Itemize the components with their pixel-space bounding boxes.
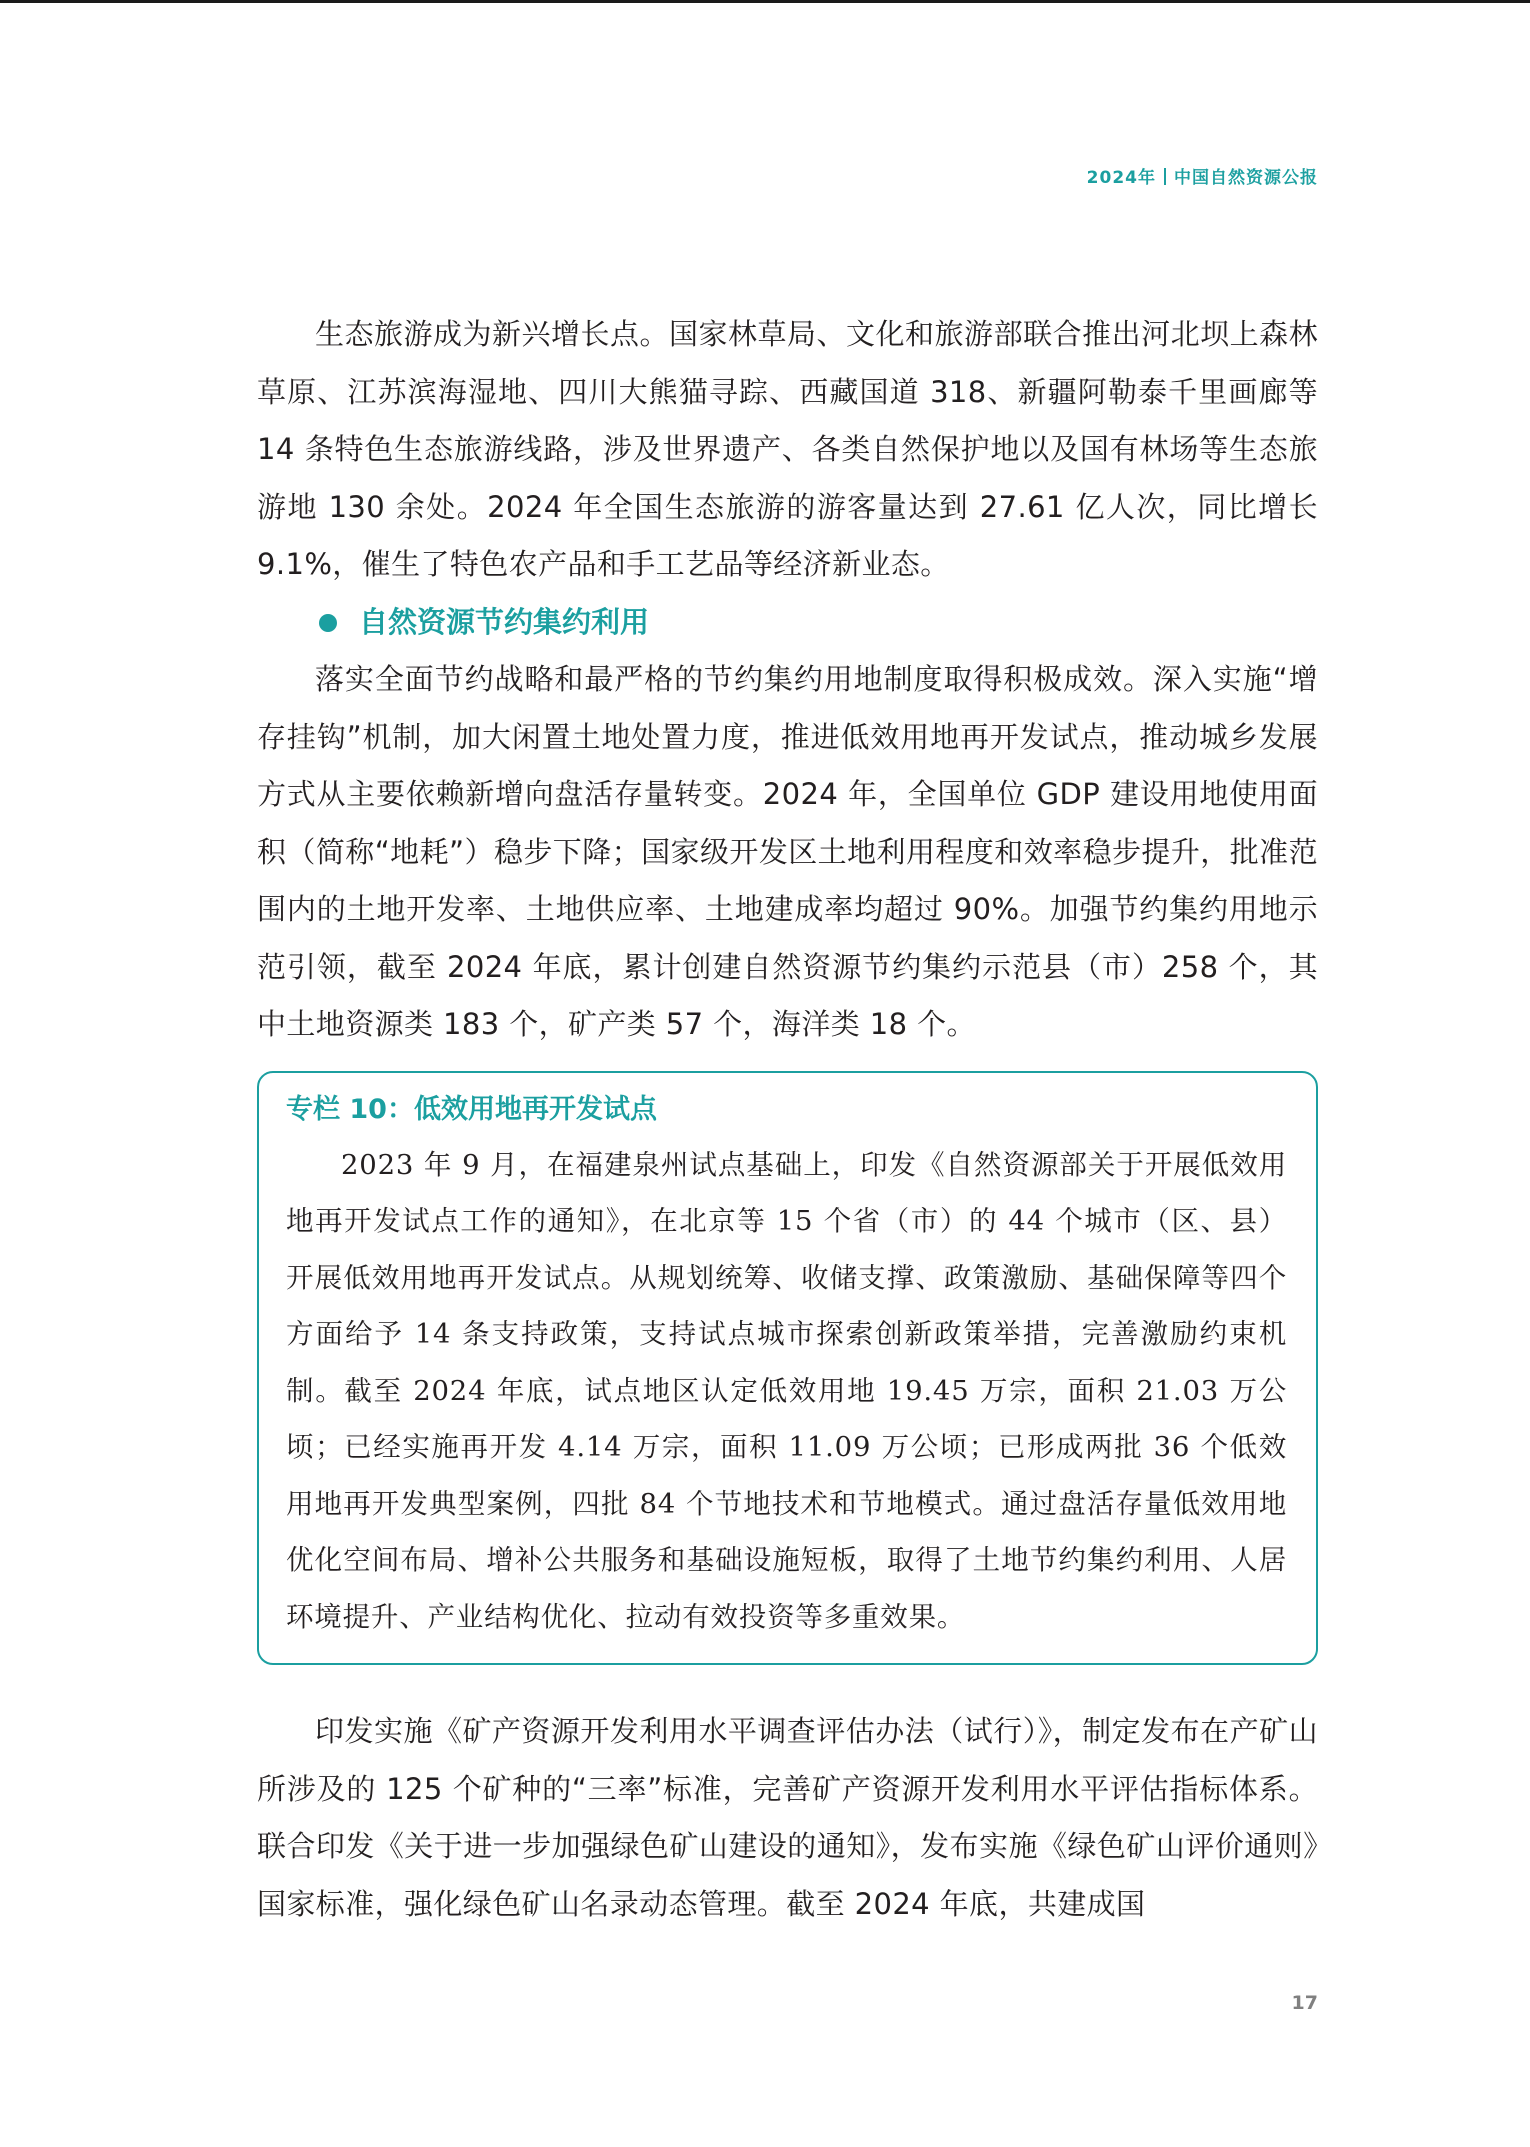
- section-heading: [257, 594, 1318, 652]
- running-header: [1087, 163, 1318, 188]
- bullet-icon: [319, 614, 337, 632]
- paragraph-eco-tourism: 生态旅游成为新兴增长点。国家林草局、文化和旅游部联合推出河北坝上森林草原、江苏滨海湿地、四川大熊猫寻踪、西藏国道 318、新疆阿勒泰千里画廊等 14 条特色生态旅游线路，涉及世界遗产、各类自然保护地以及国有林场等生态旅游地 130 余处。2024 年全国生态旅游的游客量达到 27.61 亿人次，同比增长 9.1%，催生了特色农产品和手工艺品等经济新业态。: [257, 317, 1318, 581]
- box-title: 专栏 10：低效用地再开发试点: [286, 1093, 657, 1125]
- page-content: [257, 306, 1318, 1933]
- header-publication: 中国自然资源公报: [1174, 168, 1318, 188]
- paragraph-land-saving: 落实全面节约战略和最严格的节约集约用地制度取得积极成效。深入实施“增存挂钩”机制，加大闲置土地处置力度，推进低效用地再开发试点，推动城乡发展方式从主要依赖新增向盘活存量转变。2024 年，全国单位 GDP 建设用地使用面积（简称“地耗”）稳步下降；国家级开发区土地利用程度和效率稳步提升，批准范围内的土地开发率、土地供应率、土地建成率均超过 90%。加强节约集约用地示范引领，截至 2024 年底，累计创建自然资源节约集约示范县（市）258 个，其中土地资源类 183 个，矿产类 57 个，海洋类 18 个。: [257, 662, 1318, 1041]
- header-separator: [1164, 168, 1166, 185]
- top-rule: [0, 0, 1530, 3]
- header-year: 2024年: [1086, 168, 1156, 188]
- box-text: 2023 年 9 月，在福建泉州试点基础上，印发《自然资源部关于开展低效用地再开发试点工作的通知》，在北京等 15 个省（市）的 44 个城市（区、县）开展低效用地再开发试点。从规划统筹、收储支撑、政策激励、基础保障等四个方面给予 14 条支持政策，支持试点城市探索创新政策举措，完善激励约束机制。截至 2024 年底，试点地区认定低效用地 19.45 万宗，面积 21.03 万公顷；已经实施再开发 4.14 万宗，面积 11.09 万公顷；已形成两批 36 个低效用地再开发典型案例，四批 84 个节地技术和节地模式。通过盘活存量低效用地优化空间布局、增补公共服务和基础设施短板，取得了土地节约集约利用、人居环境提升、产业结构优化、拉动有效投资等多重效果。: [286, 1148, 1287, 1633]
- section-heading-text: 自然资源节约集约利用: [359, 604, 650, 639]
- sidebar-box: [257, 1071, 1318, 1666]
- page-number: 17: [1291, 1992, 1318, 2014]
- paragraph-mineral: 印发实施《矿产资源开发利用水平调查评估办法（试行）》，制定发布在产矿山所涉及的 125 个矿种的“三率”标准，完善矿产资源开发利用水平评估指标体系。联合印发《关于进一步加强绿色矿山建设的通知》，发布实施《绿色矿山评价通则》国家标准，强化绿色矿山名录动态管理。截至 2024 年底，共建成国: [257, 1714, 1318, 1921]
